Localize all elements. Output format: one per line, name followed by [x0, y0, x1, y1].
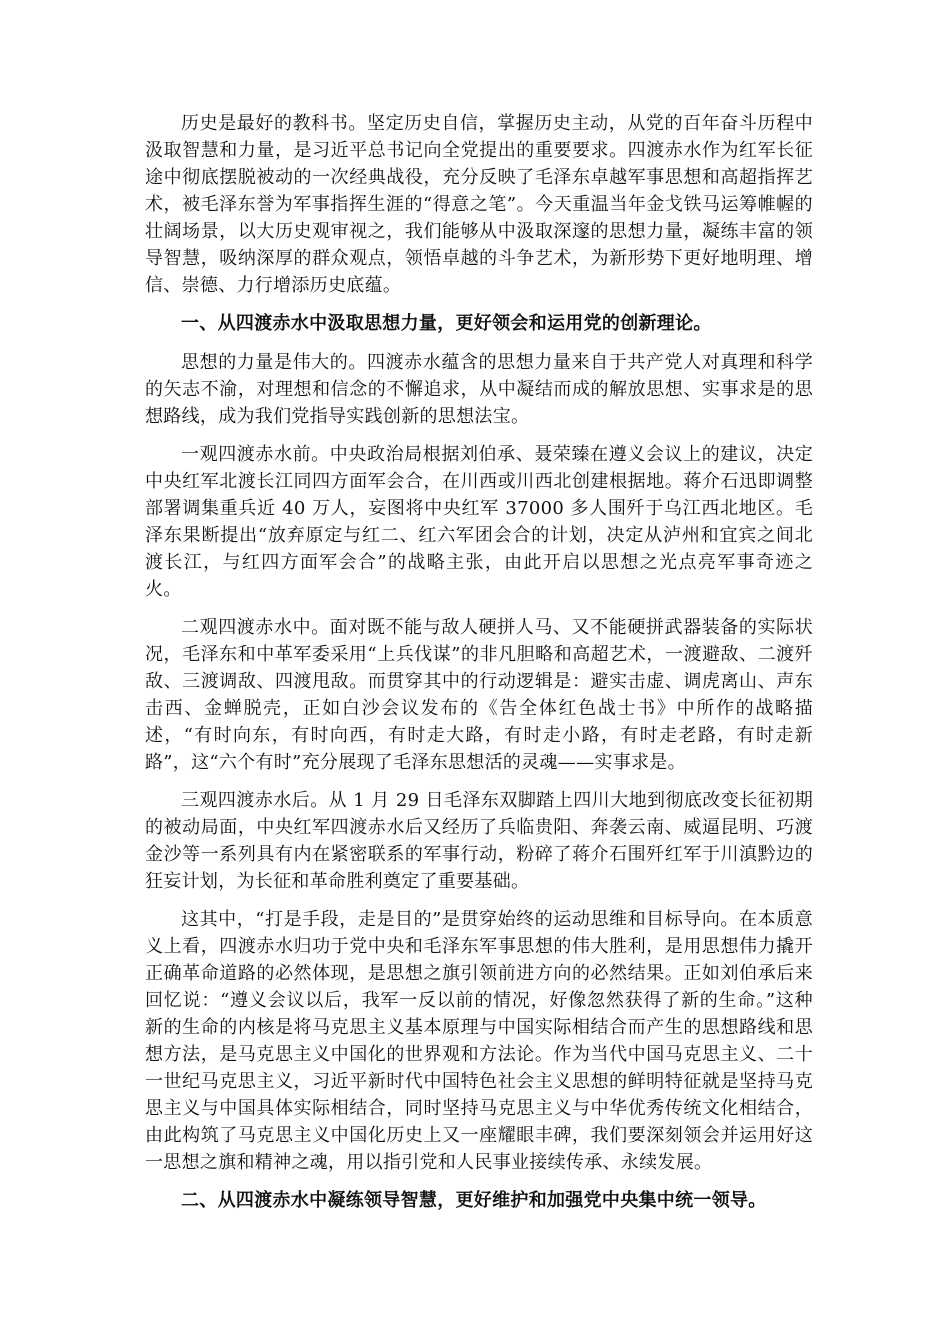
body-paragraph: 三观四渡赤水后。从 1 月 29 日毛泽东双脚踏上四川大地到彻底改变长征初期的被动局面，中央红军四渡赤水后又经历了兵临贵阳、奔袭云南、威逼昆明、巧渡金沙等一系列具有内在紧密联系的军事行动，粉碎了蒋介石围歼红军于川滇黔边的狂妄计划，为长征和革命胜利奠定了重要基础。 [145, 790, 813, 892]
body-paragraph: 这其中，“打是手段，走是目的”是贯穿始终的运动思维和目标导向。在本质意义上看，四渡赤水归功于党中央和毛泽东军事思想的伟大胜利，是用思想伟力撬开正确革命道路的必然体现，是思想之旗引领前进方向的必然结果。正如刘伯承后来回忆说：“遵义会议以后，我军一反以前的情况，好像忽然获得了新的生命。”这种新的生命的内核是将马克思主义基本原理与中国实际相结合而产生的思想路线和思想方法，是马克思主义中国化的世界观和方法论。作为当代中国马克思主义、二十一世纪马克思主义，习近平新时代中国特色社会主义思想的鲜明特征就是坚持马克思主义与中国具体实际相结合，同时坚持马克思主义与中华优秀传统文化相结合，由此构筑了马克思主义中国化历史上又一座耀眼丰碑，我们要深刻领会并运用好这一思想之旗和精神之魂，用以指引党和人民事业接续传承、永续发展。 [145, 909, 813, 1173]
body-paragraph: 一观四渡赤水前。中央政治局根据刘伯承、聂荣臻在遵义会议上的建议，决定中央红军北渡长江同四方面军会合，在川西或川西北创建根据地。蒋介石迅即调整部署调集重兵近 40 万人，妄图将中央红军 37000 多人围歼于乌江西北地区。毛泽东果断提出“放弃原定与红二、红六军团会合的计划，决定从泸州和宜宾之间北渡长江，与红四方面军会合”的战略主张，由此开启以思想之光点亮军事奇迹之火。 [145, 444, 813, 600]
intro-paragraph: 历史是最好的教科书。坚定历史自信，掌握历史主动，从党的百年奋斗历程中汲取智慧和力量，是习近平总书记向全党提出的重要要求。四渡赤水作为红军长征途中彻底摆脱被动的一次经典战役，充分反映了毛泽东卓越军事思想和高超指挥艺术，被毛泽东誉为军事指挥生涯的“得意之笔”。今天重温当年金戈铁马运筹帷幄的壮阔场景，以大历史观审视之，我们能够从中汲取深邃的思想力量，凝练丰富的领导智慧，吸纳深厚的群众观点，领悟卓越的斗争艺术，为新形势下更好地明理、增信、崇德、力行增添历史底蕴。 [145, 113, 813, 296]
body-paragraph: 二观四渡赤水中。面对既不能与敌人硬拼人马、又不能硬拼武器装备的实际状况，毛泽东和中革军委采用“上兵伐谋”的非凡胆略和高超艺术，一渡避敌、二渡歼敌、三渡调敌、四渡甩敌。而贯穿其中的行动逻辑是：避实击虚、调虎离山、声东击西、金蝉脱壳，正如白沙会议发布的《告全体红色战士书》中所作的战略描述，“有时向东，有时向西，有时走大路，有时走小路，有时走老路，有时走新路”，这“六个有时”充分展现了毛泽东思想活的灵魂——实事求是。 [145, 617, 813, 773]
body-paragraph: 思想的力量是伟大的。四渡赤水蕴含的思想力量来自于共产党人对真理和科学的矢志不渝，对理想和信念的不懈追求，从中凝结而成的解放思想、实事求是的思想路线，成为我们党指导实践创新的思想法宝。 [145, 352, 813, 427]
section-heading-2: 二、从四渡赤水中凝练领导智慧，更好维护和加强党中央集中统一领导。 [181, 1190, 767, 1211]
document-page [145, 110, 813, 1226]
section-heading-1: 一、从四渡赤水中汲取思想力量，更好领会和运用党的创新理论。 [181, 313, 712, 334]
